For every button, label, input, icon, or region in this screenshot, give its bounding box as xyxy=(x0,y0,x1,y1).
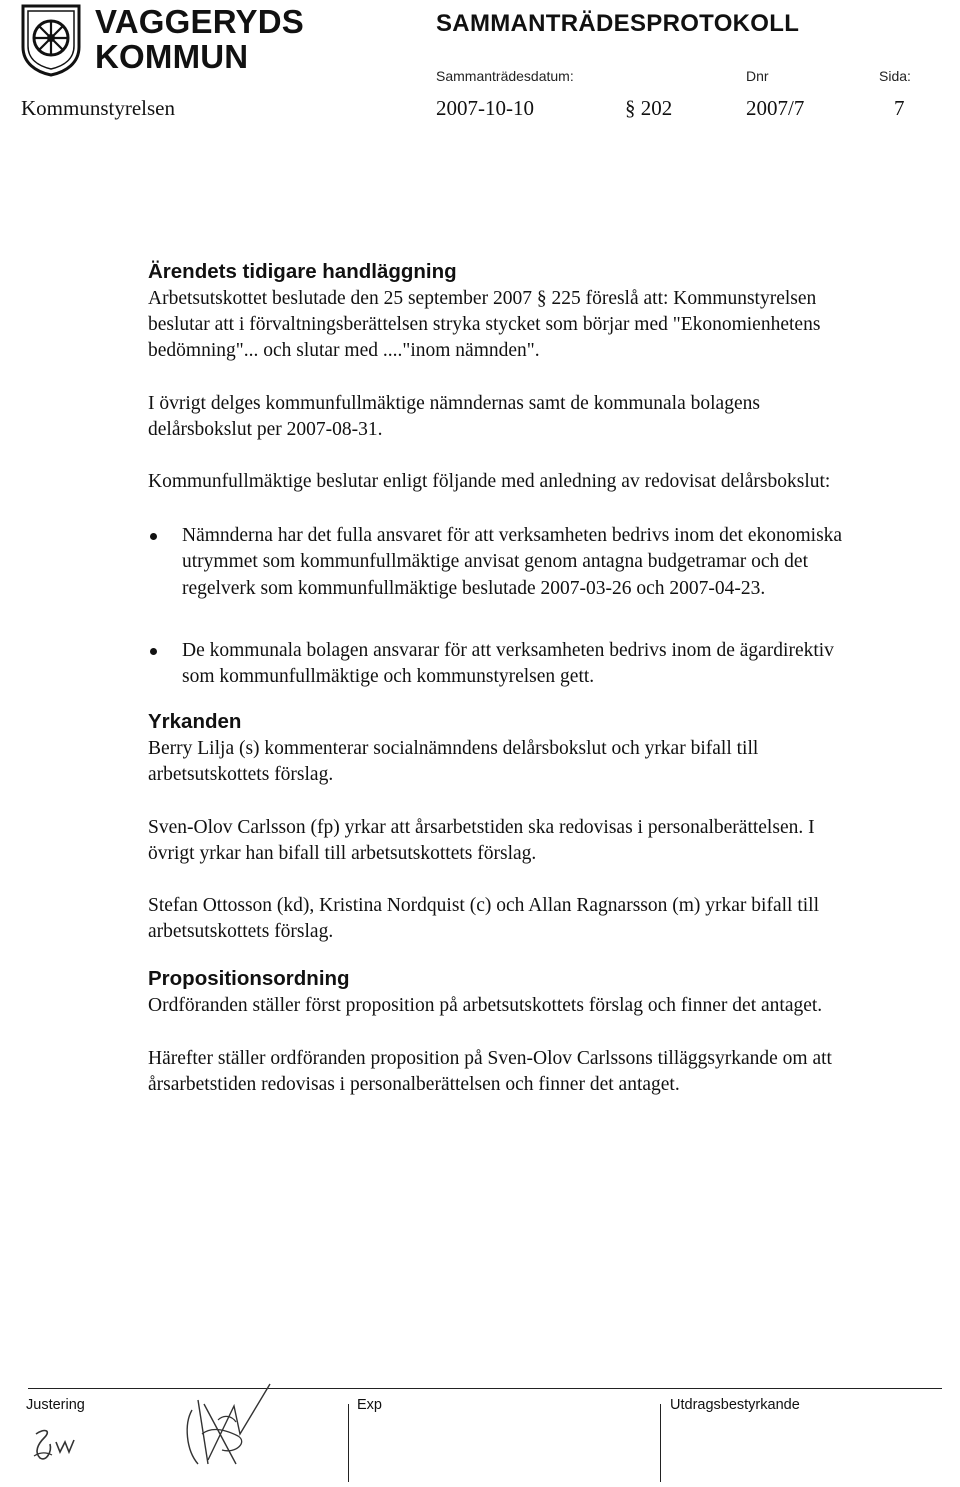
decision-list xyxy=(148,523,848,690)
footer-label-justering: Justering xyxy=(26,1397,85,1413)
meeting-date: 2007-10-10 xyxy=(436,96,534,120)
page-number: 7 xyxy=(894,96,905,120)
history-paragraph-3: Kommunfullmäktige beslutar enligt följande med anledning av redovisat delårsbokslut: xyxy=(148,471,831,493)
section-heading-motions: Yrkanden xyxy=(148,710,242,734)
org-name-line1: VAGGERYDS xyxy=(95,3,305,40)
list-item xyxy=(148,523,848,602)
footer-separator xyxy=(660,1404,661,1482)
motions-paragraph-1: Berry Lilja (s) kommenterar socialnämndens delårsbokslut och yrkar bifall till arbetsutskottets förslag. xyxy=(148,738,759,786)
history-paragraph-2: I övrigt delges kommunfullmäktige nämndernas samt de kommunala bolagens delårsbokslut per 2007-08-31. xyxy=(148,392,760,440)
committee-name: Kommunstyrelsen xyxy=(21,96,175,120)
page-label: Sida: xyxy=(879,68,911,84)
paragraph-number: § 202 xyxy=(625,96,673,120)
bullet-icon xyxy=(150,533,157,540)
footer-label-exp: Exp xyxy=(357,1397,382,1413)
document-title: SAMMANTRÄDESPROTOKOLL xyxy=(436,10,800,37)
list-item-text: Nämnderna har det fulla ansvaret för att verksamheten bedrivs inom det ekonomiska utrymmet som kommunfullmäktige anvisat genom antagna budgetramar och det regelverk som kommunfullmäktige beslutade 2007-03-26 och 2007-04-23. xyxy=(182,525,843,599)
handwritten-signature xyxy=(178,1380,288,1476)
history-paragraph-1: Arbetsutskottet beslutade den 25 september 2007 § 225 föreslå att: Kommunstyrelsen beslutar att i förvaltningsberättelsen stryka stycket som börjar med "Ekonomienhetens bedömning"... och slutar med ...."inom nämnden". xyxy=(148,288,821,362)
section-heading-history: Ärendets tidigare handläggning xyxy=(148,260,457,283)
footer-label-utdrag: Utdragsbestyrkande xyxy=(670,1397,800,1413)
footer-separator xyxy=(348,1404,349,1482)
document-body xyxy=(148,258,848,1098)
propositions-paragraph-2: Härefter ställer ordföranden proposition på Sven-Olov Carlssons tilläggsyrkande om att årsarbetstiden redovisas i personalberättelsen och finner det antaget. xyxy=(148,1047,832,1095)
motions-paragraph-2: Sven-Olov Carlsson (fp) yrkar att årsarbetstiden ska redovisas i personalberättelsen. I övrigt yrkar han bifall till arbetsutskottets förslag. xyxy=(148,816,815,864)
motions-paragraph-3: Stefan Ottosson (kd), Kristina Nordquist (c) och Allan Ragnarsson (m) yrkar bifall till arbetsutskottets förslag. xyxy=(148,895,819,943)
dnr-label: Dnr xyxy=(746,68,769,84)
date-label: Sammanträdesdatum: xyxy=(436,68,574,84)
org-name-line2: KOMMUN xyxy=(95,38,249,75)
footer-divider xyxy=(28,1388,942,1389)
list-item xyxy=(148,638,848,690)
diary-number: 2007/7 xyxy=(746,96,805,120)
municipality-crest-icon xyxy=(20,3,82,77)
list-item-text: De kommunala bolagen ansvarar för att verksamheten bedrivs inom de ägardirektiv som kommunfullmäktige och kommunstyrelsen gett. xyxy=(182,639,834,688)
section-heading-propositions: Propositionsordning xyxy=(148,967,350,991)
bullet-icon xyxy=(150,648,157,655)
handwritten-initials xyxy=(30,1422,90,1466)
propositions-paragraph-1: Ordföranden ställer först proposition på arbetsutskottets förslag och finner det antaget. xyxy=(148,995,823,1017)
